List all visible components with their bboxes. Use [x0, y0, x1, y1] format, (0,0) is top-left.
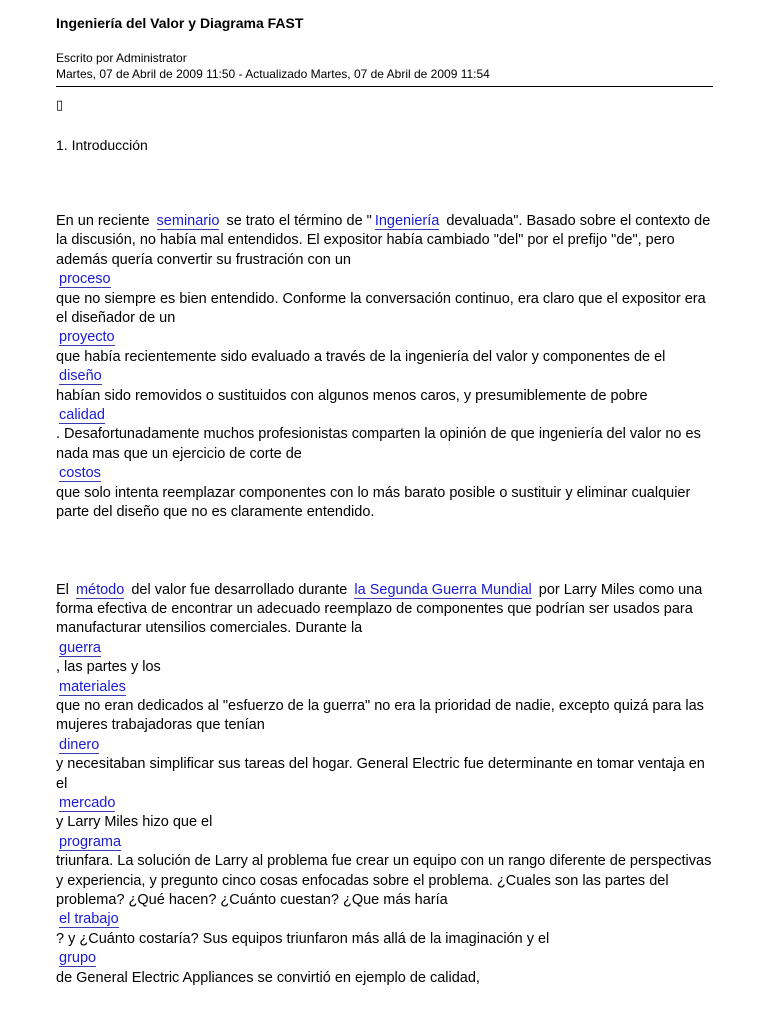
link-mercado[interactable]: mercado: [59, 794, 116, 811]
text-run: del valor fue desarrollado durante: [131, 581, 348, 598]
text-run: que no eran dedicados al "esfuerzo de la guerra" no era la prioridad de nadie, excepto quizá para las mujeres trabajadoras que tenían: [56, 697, 704, 734]
link-seminario[interactable]: seminario: [156, 213, 220, 229]
link-programa[interactable]: programa: [59, 833, 122, 850]
text-run: El: [56, 581, 69, 598]
paragraph-1: [56, 212, 716, 523]
link-proyecto[interactable]: proyecto: [59, 329, 115, 346]
link-dinero[interactable]: dinero: [59, 736, 100, 753]
text-run: . Desafortunadamente muchos profesionistas comparten la opinión de que ingeniería del valor no es nada mas que un ejercicio de corte de: [56, 426, 701, 462]
article-title: Ingeniería del Valor y Diagrama FAST: [56, 15, 304, 31]
link-proceso[interactable]: proceso: [59, 271, 111, 288]
link-materiales[interactable]: materiales: [59, 678, 126, 695]
header-divider: [56, 86, 713, 87]
link-costos[interactable]: costos: [59, 465, 101, 482]
link-metodo[interactable]: método: [75, 581, 125, 598]
text-run: En un reciente: [56, 213, 150, 229]
text-run: que no siempre es bien entendido. Conforme la conversación continuo, era claro que el expositor era el diseñador de un: [56, 290, 706, 327]
link-ingenieria[interactable]: Ingeniería: [374, 213, 440, 229]
section-heading: 1. Introducción: [56, 137, 148, 153]
text-run: se trato el término de ": [226, 213, 372, 229]
author-line: Escrito por Administrator: [56, 51, 187, 65]
text-run: devaluada". Basado sobre el contexto de la discusión, no había mal entendidos. El expositor había cambiado "del" por el prefijo "de", pero además quería convertir su frustración con un: [56, 213, 711, 268]
text-run: y Larry Miles hizo que el: [56, 814, 213, 831]
text-run: , las partes y los: [56, 659, 161, 676]
text-run: ? y ¿Cuánto costaría? Sus equipos triunfaron más allá de la imaginación y el: [56, 930, 550, 947]
text-run: de General Electric Appliances se convirtió en ejemplo de calidad,: [56, 969, 480, 986]
link-diseno[interactable]: diseño: [59, 368, 102, 385]
link-el-trabajo[interactable]: el trabajo: [59, 911, 119, 928]
missing-glyph: ▯: [56, 97, 64, 112]
text-run: que solo intenta reemplazar componentes con lo más barato posible o sustituir y eliminar cualquier parte del diseño que no es claramente entendido.: [56, 484, 691, 521]
text-run: que había recientemente sido evaluado a través de la ingeniería del valor y componentes de el: [56, 348, 666, 365]
text-run: triunfara. La solución de Larry al problema fue crear un equipo con un rango diferente de perspectivas y experiencia, y pregunto cinco cosas enfocadas sobre el problema. ¿Cuales son las partes del problema? ¿Qué hacen? ¿Cuánto cuestan? ¿Que más haría: [56, 853, 712, 908]
article-meta: [56, 50, 490, 82]
link-grupo[interactable]: grupo: [59, 950, 97, 967]
link-calidad[interactable]: calidad: [59, 407, 105, 424]
text-run: habían sido removidos o sustituidos con algunos menos caros, y presumiblemente de pobre: [56, 387, 648, 404]
text-run: y necesitaban simplificar sus tareas del hogar. General Electric fue determinante en tomar ventaja en el: [56, 756, 705, 792]
text-run: por Larry Miles como una forma efectiva de encontrar un adecuado reemplazo de componentes que podrían ser usados para manufacturar utensilios comerciales. Durante la: [56, 581, 703, 637]
date-line: Martes, 07 de Abril de 2009 11:50 - Actualizado Martes, 07 de Abril de 2009 11:54: [56, 67, 490, 81]
link-segunda-guerra-mundial[interactable]: la Segunda Guerra Mundial: [354, 581, 532, 598]
article-body: [56, 212, 716, 988]
paragraph-2: [56, 581, 716, 989]
link-guerra[interactable]: guerra: [59, 639, 101, 656]
